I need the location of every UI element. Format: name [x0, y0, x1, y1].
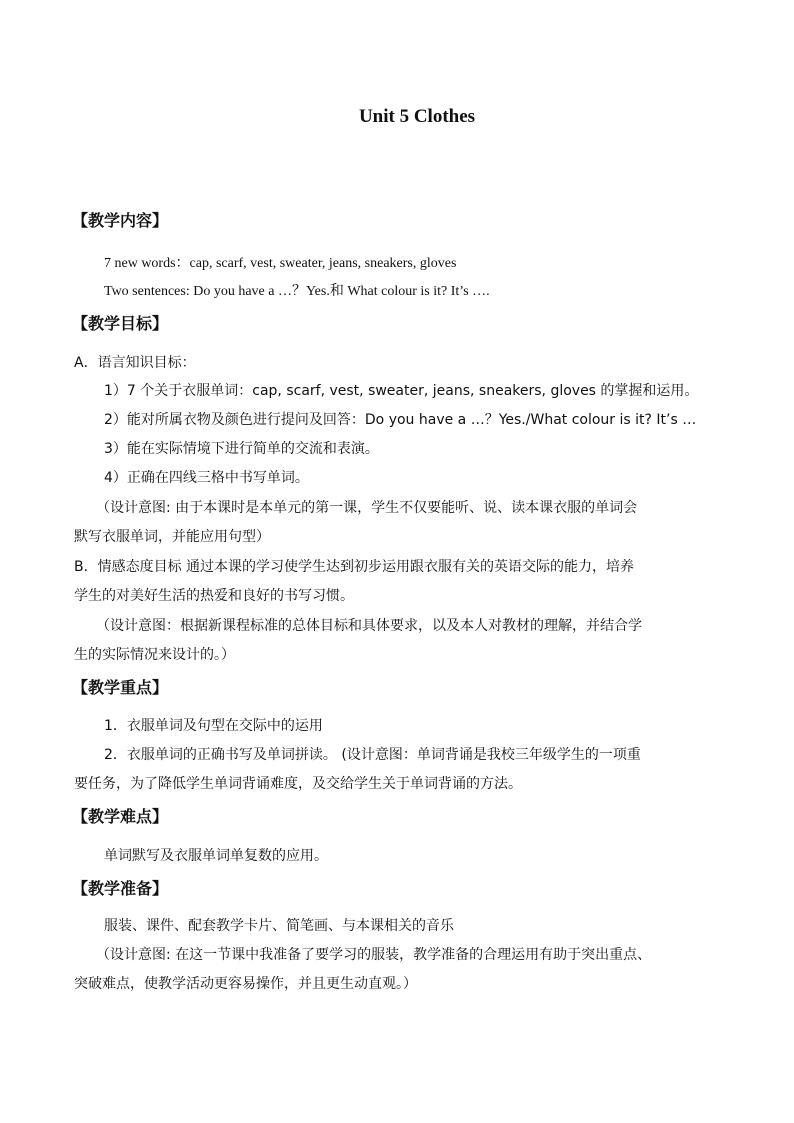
key-points-item-2-line-2: 要任务，为了降低学生单词背诵难度，及交给学生关于单词背诵的方法。: [74, 776, 522, 792]
content-line-words: 7 new words：cap, scarf, vest, sweater, jeans, sneakers, gloves: [104, 256, 457, 271]
goals-item-3: 3）能在实际情境下进行简单的交流和表演。: [104, 441, 379, 457]
goals-intent-2-line-2: 生的实际情况来设计的。）: [74, 647, 235, 663]
heading-teaching-content: 【教学内容】: [72, 211, 169, 230]
goals-intent-1-line-2: 默写衣服单词，并能应用句型）: [74, 529, 270, 545]
goals-b-line-1: B．情感态度目标 通过本课的学习使学生达到初步运用跟衣服有关的英语交际的能力，培养: [74, 559, 635, 575]
goals-b-line-2: 学生的对美好生活的热爱和良好的书写习惯。: [74, 588, 354, 604]
difficulties-line-1: 单词默写及衣服单词单复数的应用。: [104, 848, 328, 864]
goals-intent-2-line-1: （设计意图：根据新课程标准的总体目标和具体要求，以及本人对教材的理解，并结合学: [96, 618, 642, 634]
heading-teaching-goals: 【教学目标】: [72, 314, 169, 333]
goals-item-2: 2）能对所属衣物及颜色进行提问及回答：Do you have a …？Yes./What colour is it? It’s …: [104, 412, 697, 428]
preparation-intent-line-1: （设计意图: 在这一节课中我准备了要学习的服装，教学准备的合理运用有助于突出重点、: [96, 947, 652, 963]
key-points-item-2-line-1: 2．衣服单词的正确书写及单词拼读。 (设计意图：单词背诵是我校三年级学生的一项重: [104, 747, 641, 763]
heading-difficulties: 【教学难点】: [72, 807, 169, 826]
preparation-intent-line-2: 突破难点，使教学活动更容易操作，并且更生动直观。）: [74, 976, 417, 992]
heading-key-points: 【教学重点】: [72, 678, 169, 697]
key-points-item-1: 1．衣服单词及句型在交际中的运用: [104, 718, 323, 734]
preparation-line-1: 服装、课件、配套教学卡片、简笔画、与本课相关的音乐: [104, 918, 454, 934]
heading-preparation: 【教学准备】: [72, 879, 169, 898]
goals-a-title: A．语言知识目标：: [74, 355, 196, 371]
goals-item-4: 4）正确在四线三格中书写单词。: [104, 470, 309, 486]
goals-intent-1-line-1: （设计意图: 由于本课时是本单元的第一课，学生不仅要能听、说、读本课衣服的单词会: [96, 500, 638, 516]
content-line-sentences: Two sentences: Do you have a …？Yes.和 What colour is it? It’s ….: [104, 284, 490, 299]
page-title: Unit 5 Clothes: [358, 106, 476, 127]
goals-item-1: 1）7 个关于衣服单词：cap, scarf, vest, sweater, jeans, sneakers, gloves 的掌握和运用。: [104, 383, 699, 399]
